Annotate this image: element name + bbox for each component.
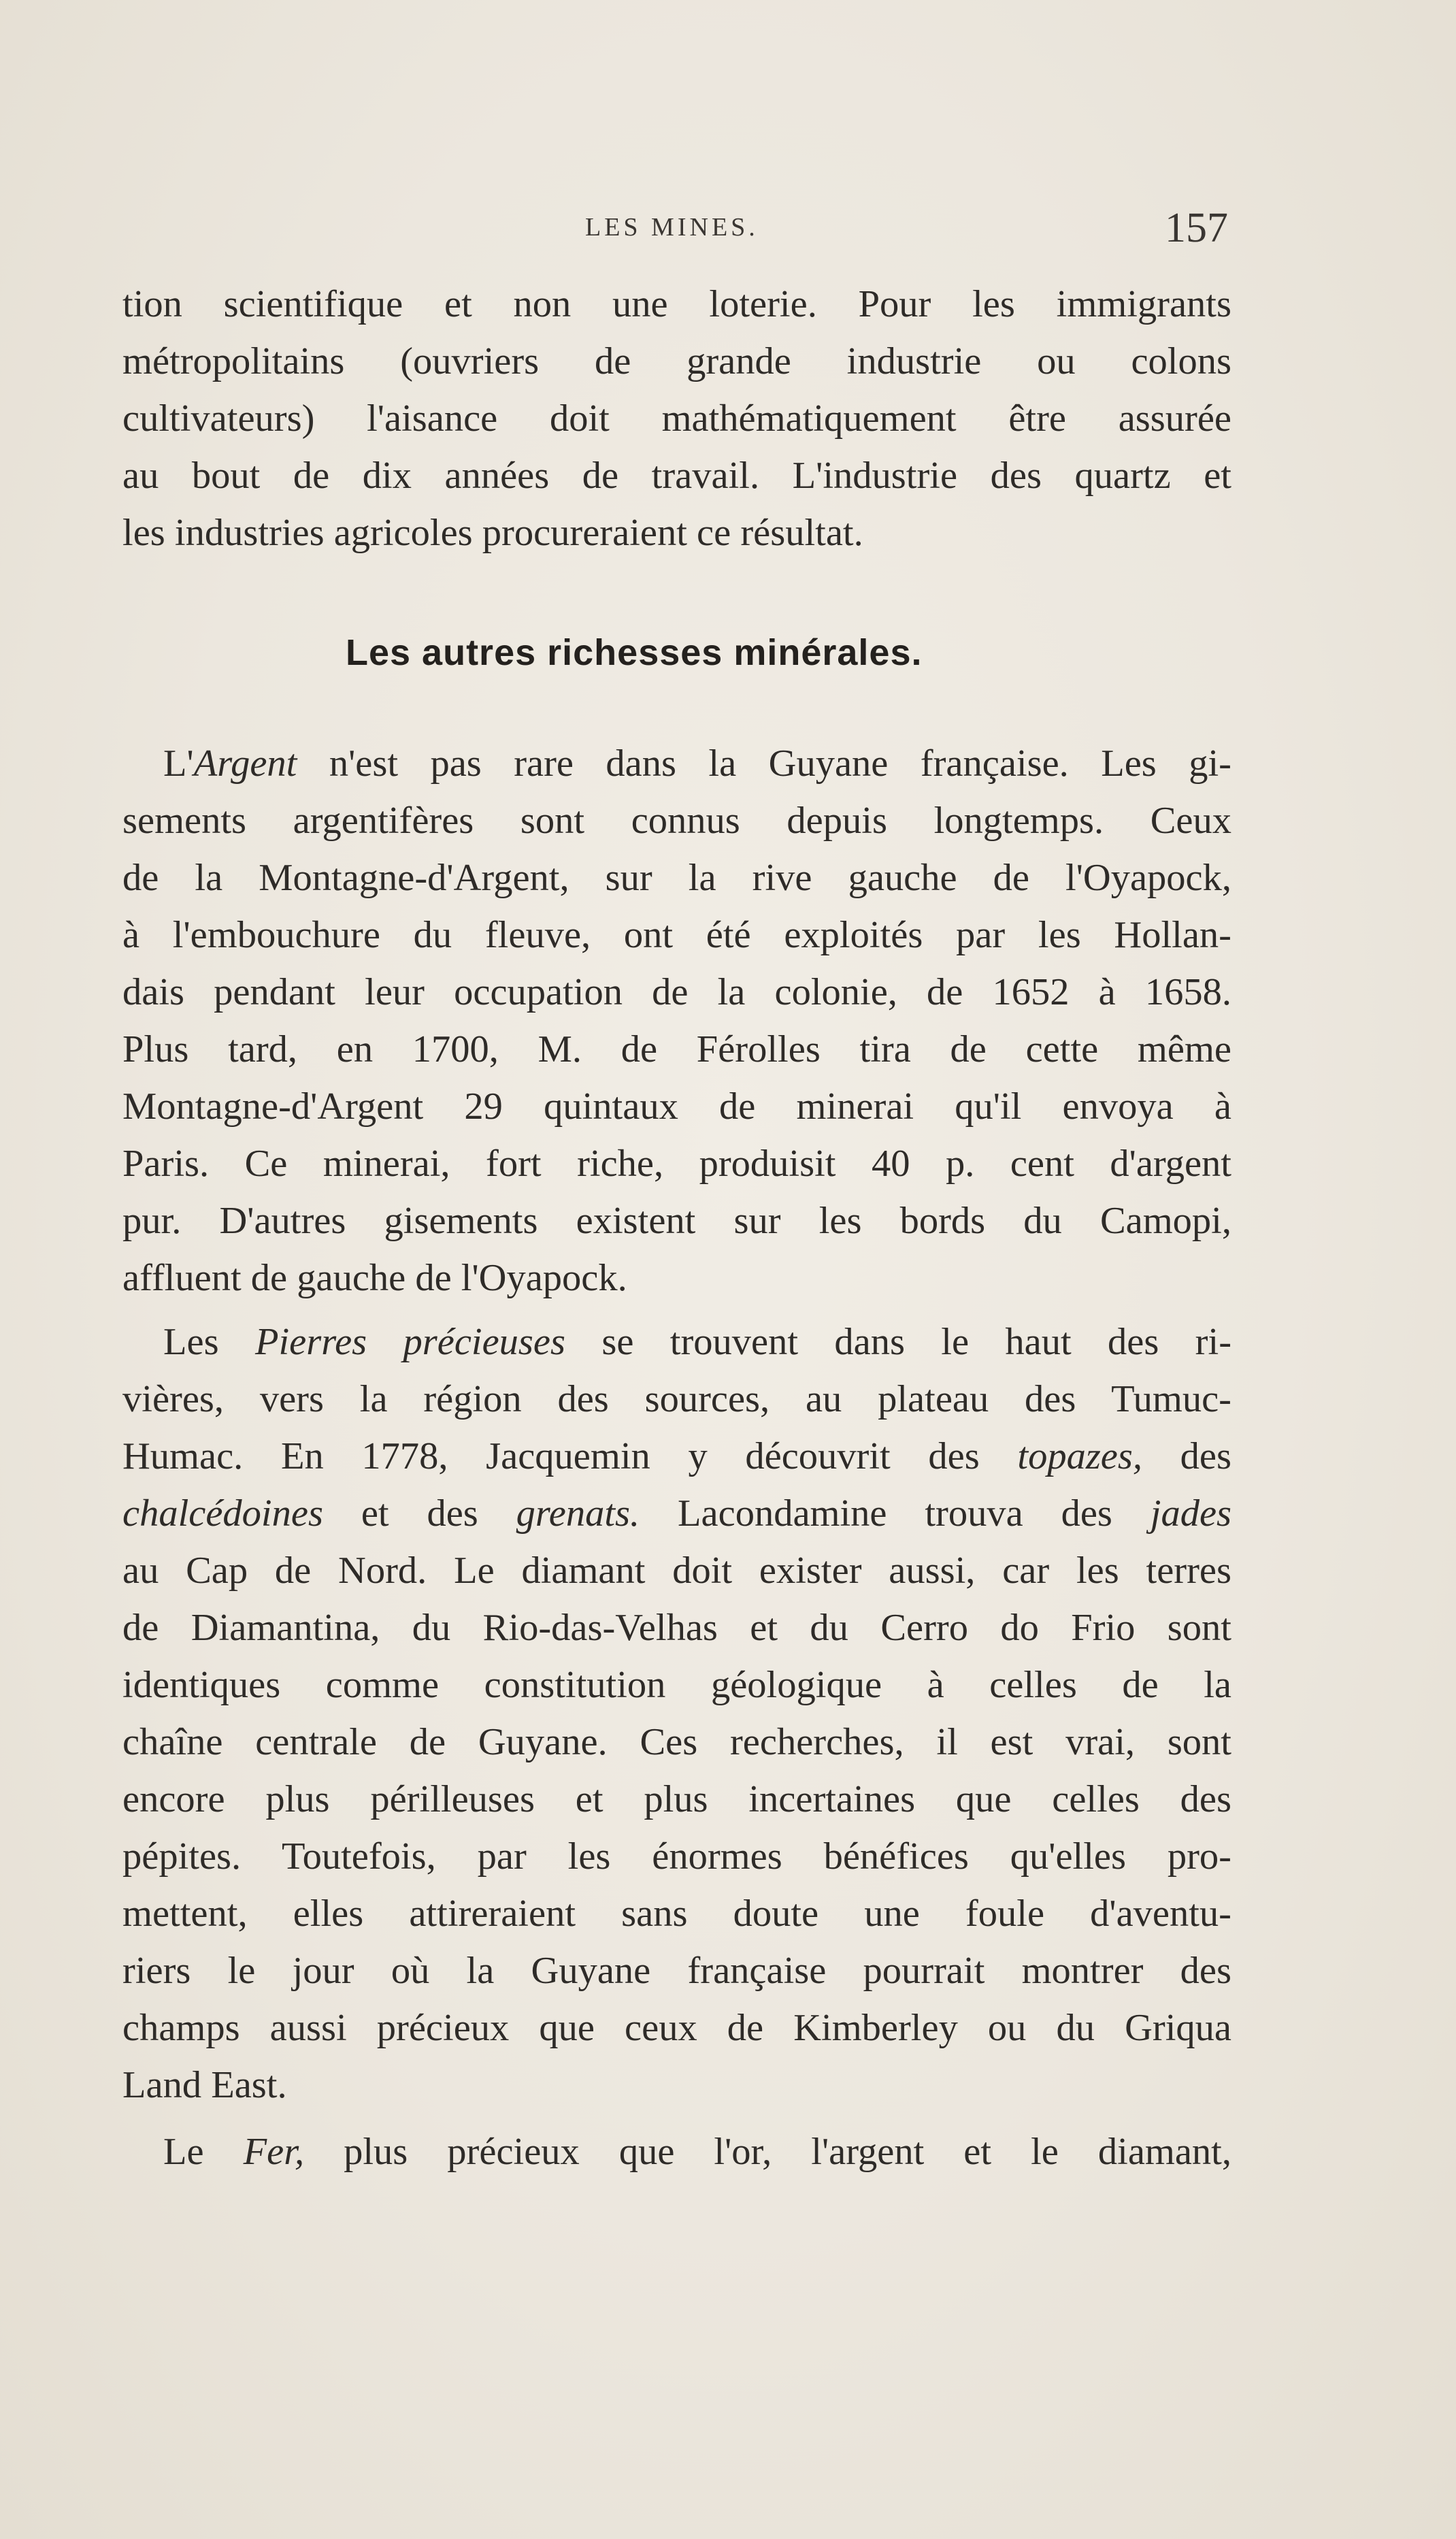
text-span: Les bbox=[163, 1321, 255, 1363]
italic-term: jades bbox=[1150, 1492, 1232, 1535]
running-header: LES MINES. bbox=[585, 213, 759, 242]
text-line: pépites. Toutefois, par les énormes bénéfices qu'elles pro- bbox=[122, 1835, 1231, 1878]
italic-term: topazes, bbox=[1017, 1435, 1142, 1477]
text-line bbox=[163, 735, 1231, 792]
section-heading: Les autres richesses minérales. bbox=[346, 632, 923, 673]
text-line: les industries agricoles procureraient ce résultat. bbox=[122, 512, 863, 554]
text-span: Lacondamine trouva des bbox=[640, 1492, 1151, 1535]
text-line: riers le jour où la Guyane française pourrait montrer des bbox=[122, 1950, 1231, 1992]
text-line: pur. D'autres gisements existent sur les bords du Camopi, bbox=[122, 1200, 1231, 1242]
text-line: chaîne centrale de Guyane. Ces recherches, il est vrai, sont bbox=[122, 1721, 1231, 1763]
text-line bbox=[163, 2123, 1231, 2180]
italic-term: chalcédoines bbox=[122, 1492, 323, 1535]
text-span: se trouvent dans le haut des ri- bbox=[565, 1321, 1232, 1363]
text-line: sements argentifères sont connus depuis longtemps. Ceux bbox=[122, 800, 1231, 842]
text-line: à l'embouchure du fleuve, ont été exploités par les Hollan- bbox=[122, 914, 1231, 956]
text-span: n'est pas rare dans la Guyane française. Les gi- bbox=[297, 742, 1231, 785]
text-line: au bout de dix années de travail. L'industrie des quartz et bbox=[122, 455, 1231, 497]
text-line bbox=[122, 1485, 1231, 1542]
text-line: de Diamantina, du Rio-das-Velhas et du Cerro do Frio sont bbox=[122, 1607, 1231, 1649]
page-number: 157 bbox=[1165, 205, 1228, 251]
text-line: encore plus périlleuses et plus incertaines que celles des bbox=[122, 1778, 1231, 1820]
text-span: Humac. En 1778, Jacquemin y découvrit des bbox=[122, 1435, 1018, 1477]
italic-term: Fer, bbox=[243, 2131, 305, 2173]
text-line bbox=[122, 1428, 1231, 1485]
text-line: dais pendant leur occupation de la colonie, de 1652 à 1658. bbox=[122, 971, 1231, 1013]
text-span: plus précieux que l'or, l'argent et le diamant, bbox=[304, 2131, 1232, 2173]
text-line: tion scientifique et non une loterie. Pour les immigrants bbox=[122, 283, 1231, 325]
text-line: Land East. bbox=[122, 2064, 287, 2106]
text-line: mettent, elles attireraient sans doute une foule d'aventu- bbox=[122, 1893, 1231, 1935]
text-line bbox=[163, 1313, 1231, 1371]
italic-term: grenats. bbox=[516, 1492, 640, 1535]
text-line: Paris. Ce minerai, fort riche, produisit 40 p. cent d'argent bbox=[122, 1143, 1231, 1185]
text-span: Le bbox=[163, 2131, 244, 2173]
text-line: Plus tard, en 1700, M. de Férolles tira de cette même bbox=[122, 1028, 1231, 1070]
text-line: cultivateurs) l'aisance doit mathématiquement être assurée bbox=[122, 397, 1231, 440]
text-span: L' bbox=[163, 742, 194, 785]
italic-term: Argent bbox=[193, 742, 297, 785]
text-line: au Cap de Nord. Le diamant doit exister aussi, car les terres bbox=[122, 1550, 1231, 1592]
text-span: et des bbox=[322, 1492, 516, 1535]
text-line: Montagne-d'Argent 29 quintaux de minerai qu'il envoya à bbox=[122, 1085, 1231, 1128]
text-line: métropolitains (ouvriers de grande industrie ou colons bbox=[122, 340, 1231, 382]
text-line: champs aussi précieux que ceux de Kimberley ou du Griqua bbox=[122, 2007, 1231, 2049]
italic-term: Pierres précieuses bbox=[254, 1321, 565, 1363]
text-span: des bbox=[1142, 1435, 1231, 1477]
text-line: affluent de gauche de l'Oyapock. bbox=[122, 1257, 627, 1299]
text-line: de la Montagne-d'Argent, sur la rive gauche de l'Oyapock, bbox=[122, 857, 1231, 899]
text-line: identiques comme constitution géologique à celles de la bbox=[122, 1664, 1231, 1706]
text-line: vières, vers la région des sources, au plateau des Tumuc- bbox=[122, 1378, 1231, 1420]
